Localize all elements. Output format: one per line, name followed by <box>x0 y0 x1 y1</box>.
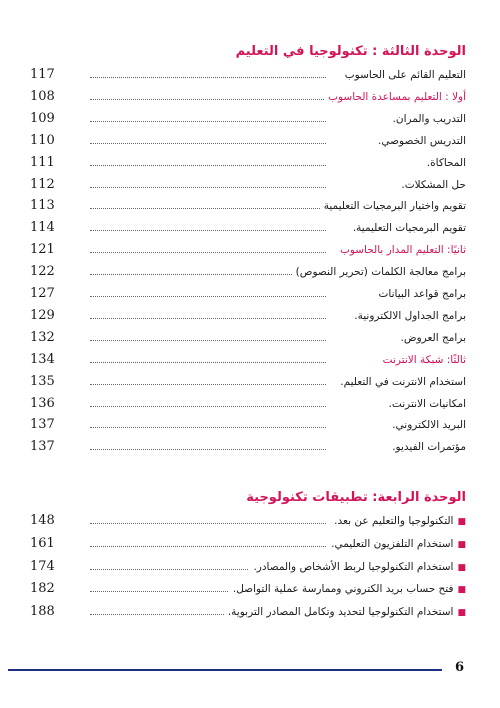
toc-entry-text: استخدام الانترنت في التعليم. <box>340 375 466 388</box>
toc-entry-label <box>388 438 466 456</box>
toc-entry-label <box>320 197 466 215</box>
toc-entry <box>30 219 466 237</box>
toc-entry <box>30 110 466 128</box>
toc-entry-text: التدريب والمران. <box>392 112 466 125</box>
unit3-title: الوحدة الثالثة : تكنولوجيا في التعليم <box>235 44 466 59</box>
dot-leader <box>90 252 326 253</box>
toc-entry <box>30 197 466 215</box>
dot-leader <box>90 523 326 524</box>
toc-entry-text: استخدام التكنولوجيا لتحديد وتكامل المصادر التربوية. <box>227 606 454 619</box>
toc-entry-label <box>397 329 466 347</box>
toc-page-number: 182 <box>30 581 55 597</box>
toc-entry-label <box>229 580 466 599</box>
toc-entry-label <box>330 512 466 531</box>
toc-entry-text: برامج الجداول الالكترونية. <box>354 309 466 322</box>
toc-entry <box>30 373 466 391</box>
dot-leader <box>90 384 326 385</box>
toc-entry-text: حل المشكلات. <box>401 178 466 191</box>
toc-page-number: 127 <box>30 286 55 301</box>
toc-entry <box>30 535 466 553</box>
square-bullet-icon: ■ <box>457 585 466 596</box>
dot-leader <box>90 121 326 122</box>
dot-leader <box>90 406 326 407</box>
toc-entry-text: فتح حساب بريد الكتروني وممارسة عملية التواصل. <box>232 583 454 596</box>
toc-entry-text: ثانيًا: التعليم المدار بالحاسوب <box>339 244 466 257</box>
toc-page-number: 136 <box>30 395 55 411</box>
toc-page-number: 117 <box>30 67 55 82</box>
toc-entry-text: تقويم واختيار البرمجيات التعليمية <box>323 200 466 213</box>
toc-entry-text: مؤتمرات الفيديو. <box>392 441 466 454</box>
toc-entry <box>30 438 466 456</box>
dot-leader <box>90 187 326 188</box>
toc-entry-label <box>388 416 466 434</box>
toc-entry <box>30 329 466 347</box>
toc-entry-label <box>341 66 466 84</box>
toc-entry <box>30 351 466 369</box>
toc-entry <box>30 132 466 150</box>
toc-entry-label <box>379 351 466 369</box>
toc-entry-label <box>397 176 466 194</box>
toc-page-number: 110 <box>30 132 55 148</box>
page-number: 6 <box>454 660 464 675</box>
toc-page-number: 135 <box>30 373 55 389</box>
toc-entry <box>30 558 466 576</box>
toc-entry-label <box>389 110 466 128</box>
square-bullet-icon: ■ <box>457 562 466 573</box>
toc-entry-text: البريد الالكتروني. <box>392 419 466 432</box>
toc-entry-label <box>385 395 466 413</box>
dot-leader <box>90 143 326 144</box>
toc-entry-text: التدريس الخصوصي. <box>378 134 466 147</box>
toc-page-number: 188 <box>30 604 55 620</box>
toc-entry <box>30 88 466 106</box>
toc-entry-label <box>336 373 466 391</box>
square-bullet-icon: ■ <box>457 608 466 619</box>
toc-page-number: 174 <box>30 558 55 574</box>
toc-entry <box>30 66 466 84</box>
toc-entry-label <box>349 219 466 237</box>
dot-leader <box>90 208 326 209</box>
dot-leader <box>90 318 326 319</box>
toc-page-number: 113 <box>30 198 55 214</box>
toc-entry <box>30 603 466 621</box>
toc-page-number: 122 <box>30 264 55 280</box>
toc-entry <box>30 263 466 281</box>
toc-entry-label <box>350 307 466 325</box>
toc-page-number: 112 <box>30 176 55 192</box>
toc-entry-text: امكانيات الانترنت. <box>388 397 466 410</box>
toc-entry <box>30 580 466 598</box>
toc-entry <box>30 416 466 434</box>
dot-leader <box>90 427 326 428</box>
toc-entry-label <box>224 603 466 622</box>
toc-entry-text: التكنولوجيا والتعليم عن بعد. <box>334 515 454 527</box>
toc-page-number: 134 <box>30 351 55 367</box>
toc-page-number: 137 <box>30 439 55 455</box>
toc-entry-label <box>292 263 466 281</box>
toc-entry-text: تقويم البرمجيات التعليمية. <box>352 222 466 235</box>
dot-leader <box>90 77 326 78</box>
toc-entry <box>30 285 466 303</box>
toc-entry-text: أولا : التعليم بمساعدة الحاسوب <box>328 90 466 103</box>
toc-page-number: 111 <box>30 154 55 170</box>
dot-leader <box>90 165 326 166</box>
toc-entry <box>30 395 466 413</box>
toc-entry-text: التعليم القائم على الحاسوب <box>344 69 466 81</box>
toc-entry-label <box>327 535 466 554</box>
dot-leader <box>90 274 326 275</box>
toc-entry <box>30 307 466 325</box>
toc-entry-text: استخدام التلفزيون التعليمي. <box>331 537 454 550</box>
square-bullet-icon: ■ <box>457 539 466 550</box>
dot-leader <box>90 296 326 297</box>
toc-entry <box>30 154 466 172</box>
toc-entry-text: المحاكاة. <box>426 156 466 169</box>
toc-entry-text: برامج قواعد البيانات <box>378 288 466 300</box>
toc-page-number: 148 <box>30 513 55 528</box>
dot-leader <box>90 340 326 341</box>
dot-leader <box>90 546 326 547</box>
toc-entry-text: ثالثًا: شبكة الانترنت <box>382 353 466 366</box>
unit4-title: الوحدة الرابعة: تطبيقات تكنولوجية <box>246 490 466 505</box>
footer-rule <box>8 669 442 671</box>
toc-entry-text: برامج العروض. <box>400 331 466 344</box>
toc-entry-label <box>336 241 466 259</box>
dot-leader <box>90 449 326 450</box>
toc-entry <box>30 176 466 194</box>
toc-page-number: 121 <box>30 242 55 258</box>
toc-page-number: 132 <box>30 329 55 345</box>
toc-page-number: 129 <box>30 307 55 323</box>
toc-entry-label <box>374 132 466 150</box>
toc-page-number: 109 <box>30 110 55 126</box>
toc-entry-label <box>374 285 466 303</box>
toc-page-number: 137 <box>30 417 55 433</box>
toc-entry-text: استخدام التكنولوجيا لربط الأشخاص والمصادر. <box>253 560 454 573</box>
dot-leader <box>90 99 326 100</box>
toc-page-number: 161 <box>30 535 55 551</box>
toc-entry-label <box>324 88 466 106</box>
dot-leader <box>90 362 326 363</box>
dot-leader <box>90 230 326 231</box>
toc-entry-text: برامج معالجة الكلمات (تحرير النصوص) <box>295 266 466 279</box>
toc-entry-label <box>423 154 466 172</box>
toc-entry <box>30 241 466 259</box>
square-bullet-icon: ■ <box>457 517 466 527</box>
toc-entry <box>30 512 466 530</box>
toc-page-number: 108 <box>30 88 55 104</box>
toc-page-number: 114 <box>30 220 55 236</box>
toc-entry-label <box>249 558 466 577</box>
